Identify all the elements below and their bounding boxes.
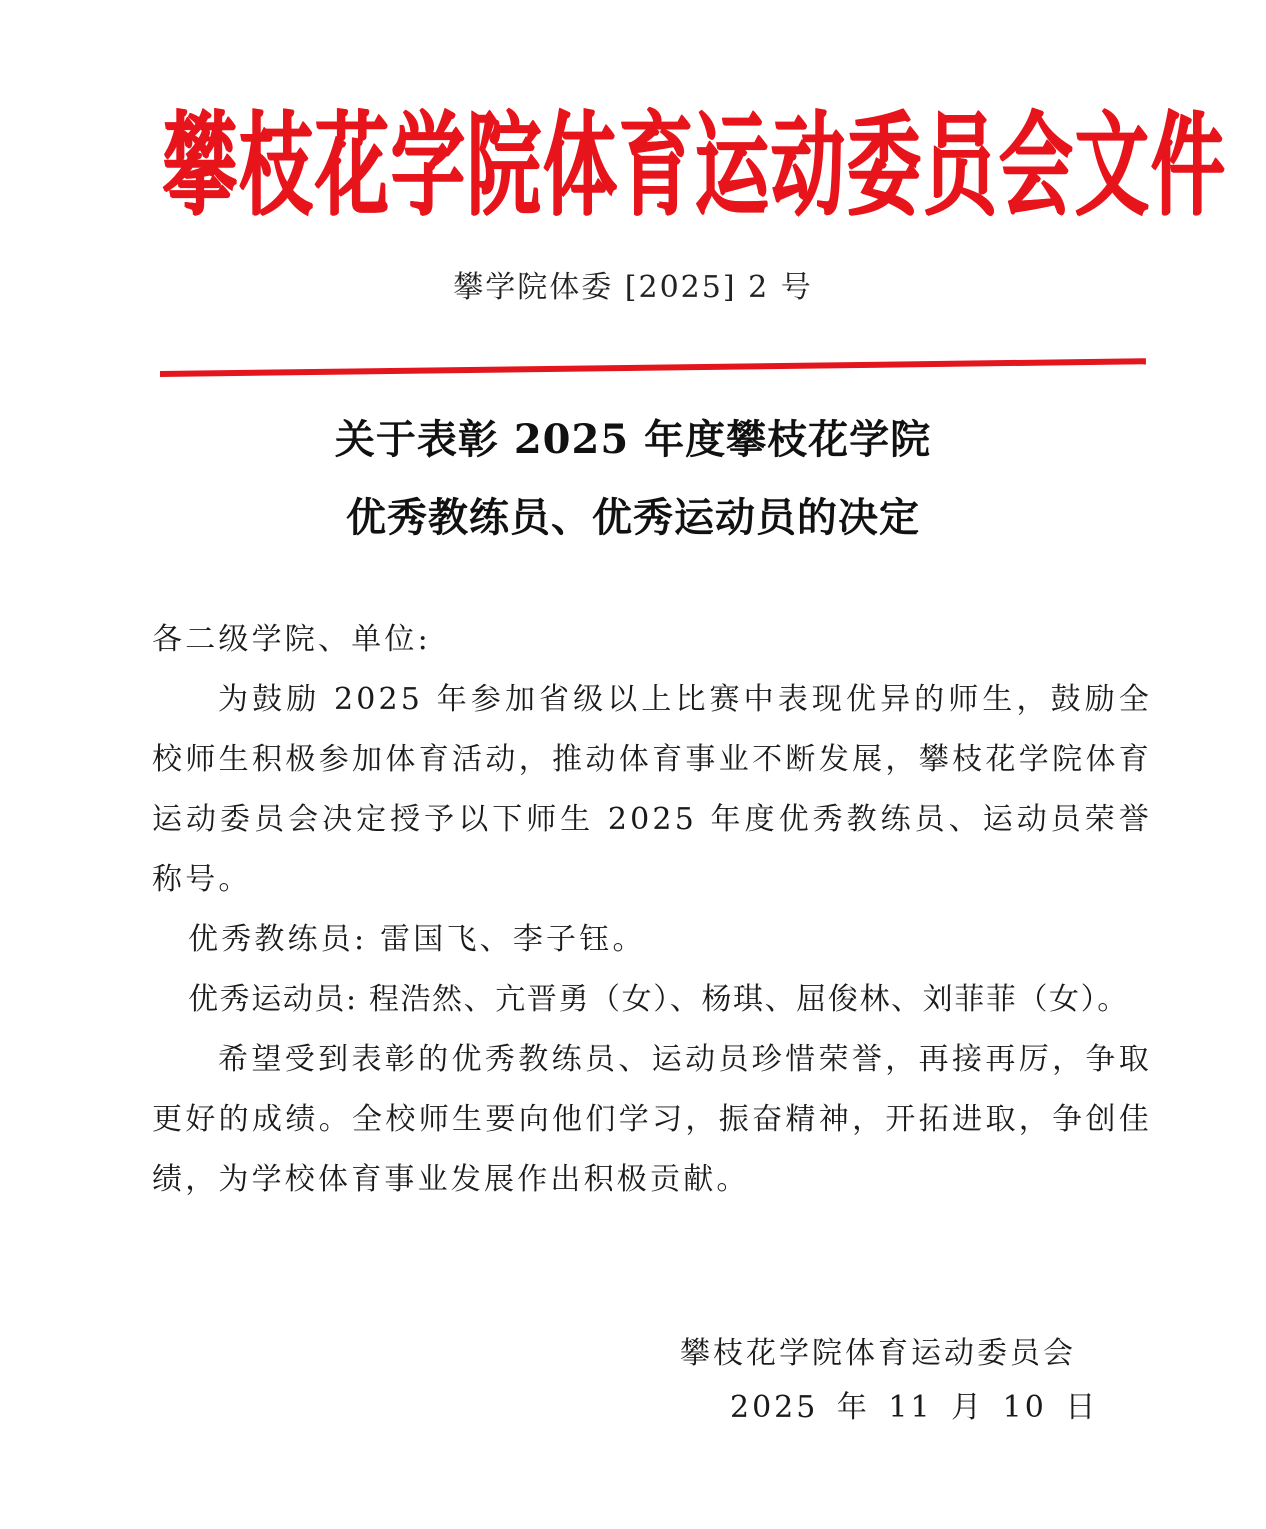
masthead-char: 花: [314, 101, 389, 231]
salutation: 各二级学院、单位:: [152, 622, 431, 657]
masthead-char: 动: [770, 101, 845, 231]
document-title-line-2: 优秀教练员、优秀运动员的决定: [346, 494, 920, 541]
red-divider-rule: [160, 358, 1146, 377]
masthead-char: 体: [542, 101, 617, 231]
masthead-char: 委: [846, 101, 921, 231]
masthead-char: 枝: [238, 101, 313, 231]
document-number: 攀学院体委 [2025] 2 号: [453, 270, 813, 305]
document-title-line-1: 关于表彰 2025 年度攀枝花学院: [334, 416, 932, 463]
masthead-char: 攀: [162, 101, 237, 231]
masthead-title: [150, 96, 1225, 236]
issuer-signature: 攀枝花学院体育运动委员会: [680, 1336, 1076, 1371]
masthead-char: 会: [998, 101, 1073, 231]
masthead-char: 运: [694, 101, 769, 231]
masthead-char: 件: [1150, 101, 1225, 231]
issue-date: 2025 年 11 月 10 日: [730, 1390, 1099, 1425]
masthead-char: 文: [1074, 101, 1149, 231]
outstanding-coaches-line: 优秀教练员: 雷国飞、李子钰。: [188, 922, 646, 957]
body-paragraph-intro: 为鼓励 2025 年参加省级以上比赛中表现优异的师生，鼓励全校师生积极参加体育活动，推动体育事业不断发展，攀枝花学院体育运动委员会决定授予以下师生 2025 年度优秀教练员、运动员荣誉称号。: [152, 682, 1152, 897]
outstanding-athletes-line: 优秀运动员: 程浩然、亢晋勇（女）、杨琪、屈俊林、刘菲菲（女）。: [188, 982, 1129, 1017]
body-paragraph-closing: 希望受到表彰的优秀教练员、运动员珍惜荣誉，再接再厉，争取更好的成绩。全校师生要向他们学习，振奋精神，开拓进取，争创佳绩，为学校体育事业发展作出积极贡献。: [152, 1042, 1152, 1197]
masthead-char: 员: [922, 101, 997, 231]
masthead-char: 育: [618, 101, 693, 231]
masthead-char: 院: [466, 101, 541, 231]
masthead-char: 学: [390, 101, 465, 231]
